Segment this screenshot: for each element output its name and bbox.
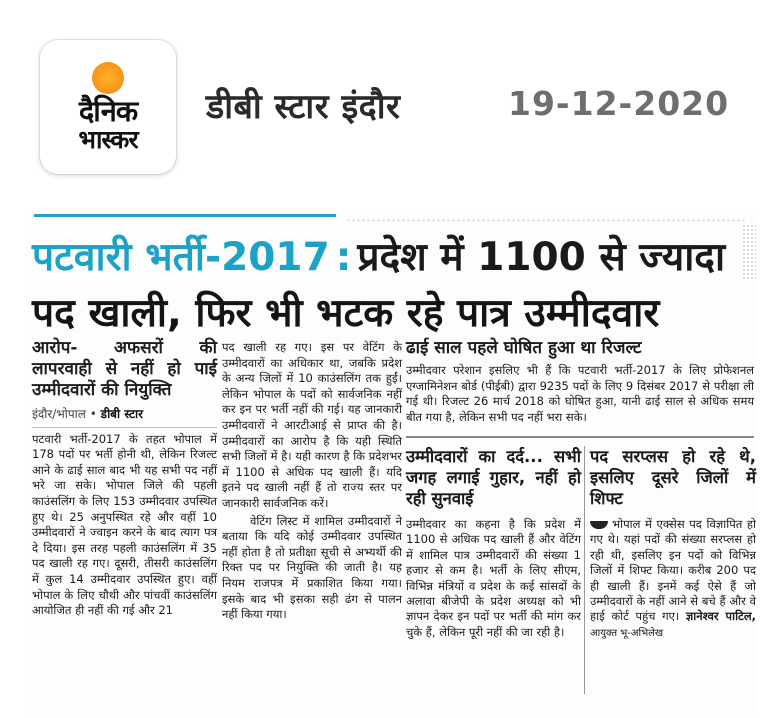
byline: इंदौर/भोपाल • डीबी स्टार <box>32 407 217 428</box>
column-1-subhead: आरोप- अफसरों की लापरवाही से नहीं हो पाई उम्मीदवारों की नियुक्ति <box>32 338 217 400</box>
surplus-posts-box <box>590 446 756 641</box>
column-3-body: उम्मीदवार परेशान इसलिए भी हैं कि पटवारी भर्ती-2017 के लिए प्रोफेशनल एग्जामिनेशन बोर्ड (पीईबी) द्वारा 9235 पदों के लिए 9 दिसंबर 2017 से परीक्षा ली गई थी। रिजल्ट 26 मार्च 2018 को घोषित हुआ, यानी ढाई साल से अधिक समय बीत गया है, लेकिन सभी पद नहीं भरा सके। <box>406 363 754 424</box>
column-divider <box>584 446 585 694</box>
logo-text-line1: दैनिक <box>78 94 138 128</box>
surplus-posts-subhead: पद सरप्लस हो रहे थे, इसलिए दूसरे जिलों में शिफ्ट <box>590 447 756 508</box>
column-2-para2: वेटिंग लिस्ट में शामिल उम्मीदवारों ने बताया कि यदि कोई उम्मीदवार उपस्थित नहीं होता है तो प्रतीक्षा सूची से अभ्यर्थी की रिक्त पद पर नियुक्ति की जाती है। यह नियम राजपत्र में प्रकाशित किया गया। इसके बाद भी इसका सही ढंग से पालन नहीं किया गया। <box>222 513 402 622</box>
surplus-posts-body: भोपाल में एक्सेस पद विज्ञापित हो गए थे। यहां पदों की संख्या सरप्लस हो रही थी, इसलिए इन पदों को विभिन्न जिलों में शिफ्ट किया। करीब 200 पद ही खाली हैं। इनमें कई ऐसे हैं जो उम्मीदवारों के नहीं आने से बचे हैं और वे हाई कोर्ट पहुंच गए। <box>590 517 756 624</box>
column-1 <box>32 338 217 619</box>
headline-part1: प्रदेश में 1100 से ज्यादा <box>357 235 726 280</box>
top-accent-rule <box>34 214 336 217</box>
candidates-pain-body: उम्मीदवार का कहना है कि प्रदेश में 1100 से अधिक पद खाली हैं और वेटिंग में शामिल पात्र उम्मीदवारों की संख्या 1 हजार से कम है। भर्ती के लिए सीएम, विभिन्न मंत्रियों व प्रदेश के कई सांसदों के अलावा बीजेपी के प्रदेश अध्यक्ष को भी ज्ञापन देकर इन पदों पर भर्ती की मांग कर चुके हैं, लेकिन पूरी नहीं की जा रही है। <box>406 517 581 639</box>
signature-name: ज्ञानेश्वर पाटिल, <box>685 609 757 624</box>
news-clipping <box>26 214 756 714</box>
signature-title: आयुक्त भू-अभिलेख <box>590 627 664 639</box>
dainik-bhaskar-logo <box>40 40 176 174</box>
headline-separator: : <box>335 235 352 280</box>
quote-mark-icon <box>590 521 608 529</box>
candidates-pain-box <box>406 446 581 640</box>
section-divider <box>406 436 754 438</box>
column-2 <box>222 338 402 623</box>
column-1-body: पटवारी भर्ती-2017 के तहत भोपाल में 178 पदों पर भर्ती होनी थी, लेकिन रिजल्ट आने के ढाई साल बाद भी यह सभी पद नहीं भरे जा सके। भोपाल जिले की पहली काउंसलिंग के लिए 153 उम्मीदवार उपस्थित हुए थे। 25 अनुपस्थित रहे और वहीं 10 उम्मीदवारों ने ज्वाइन करने के बाद त्याग पत्र दे दिया। इस तरह पहली काउंसलिंग में 35 पद खाली रह गए। दूसरी, तीसरी काउंसलिंग में कुल 14 उम्मीदवार उपस्थित हुए। वहीं भोपाल के लिए चौथी और पांचवीं काउंसलिंग आयोजित ही नहीं की गई और 21 <box>32 431 217 618</box>
headline-line1 <box>32 232 725 284</box>
logo-text-line2: भास्कर <box>78 125 138 154</box>
byline-name: डीबी स्टार <box>100 407 144 421</box>
column-2-para2-wrap <box>222 514 402 623</box>
byline-place: इंदौर/भोपाल <box>32 407 86 421</box>
publication-date: 19-12-2020 <box>508 84 730 123</box>
sun-icon <box>92 62 124 94</box>
publication-title: डीबी स्टार इंदौर <box>206 87 401 127</box>
headline-line2: पद खाली, फिर भी भटक रहे पात्र उम्मीदवार <box>32 291 660 336</box>
column-2-para1: पद खाली रह गए। इस पर वेटिंग के उम्मीदवारों का अधिकार था, जबकि प्रदेश के अन्य जिलों में 10 काउंसलिंग तक हुईं। लेकिन भोपाल के पदों को सार्वजनिक नहीं कर इन पर भर्ती नहीं की गई। यह जानकारी उम्मीदवारों ने आरटीआई से प्राप्त की है। उम्मीदवारों का आरोप है कि यही स्थिति सभी जिलों में है। यही कारण है कि प्रदेशभर में 1100 से अधिक पद खाली हैं। यदि इतने पद खाली नहीं हैं तो राज्य स्तर पर जानकारी सार्वजनिक करें। <box>222 340 402 510</box>
surplus-posts-text <box>590 517 756 641</box>
column-3 <box>406 338 754 425</box>
headline-kicker: पटवारी भर्ती-2017 <box>32 235 330 280</box>
candidates-pain-subhead: उम्मीदवारों का दर्द... सभी जगह लगाई गुहार, नहीं हो रही सुनवाई <box>406 447 581 508</box>
column-3-subhead: ढाई साल पहले घोषित हुआ था रिजल्ट <box>406 338 642 358</box>
dotted-border-side <box>742 224 756 280</box>
dotted-border <box>346 218 746 224</box>
